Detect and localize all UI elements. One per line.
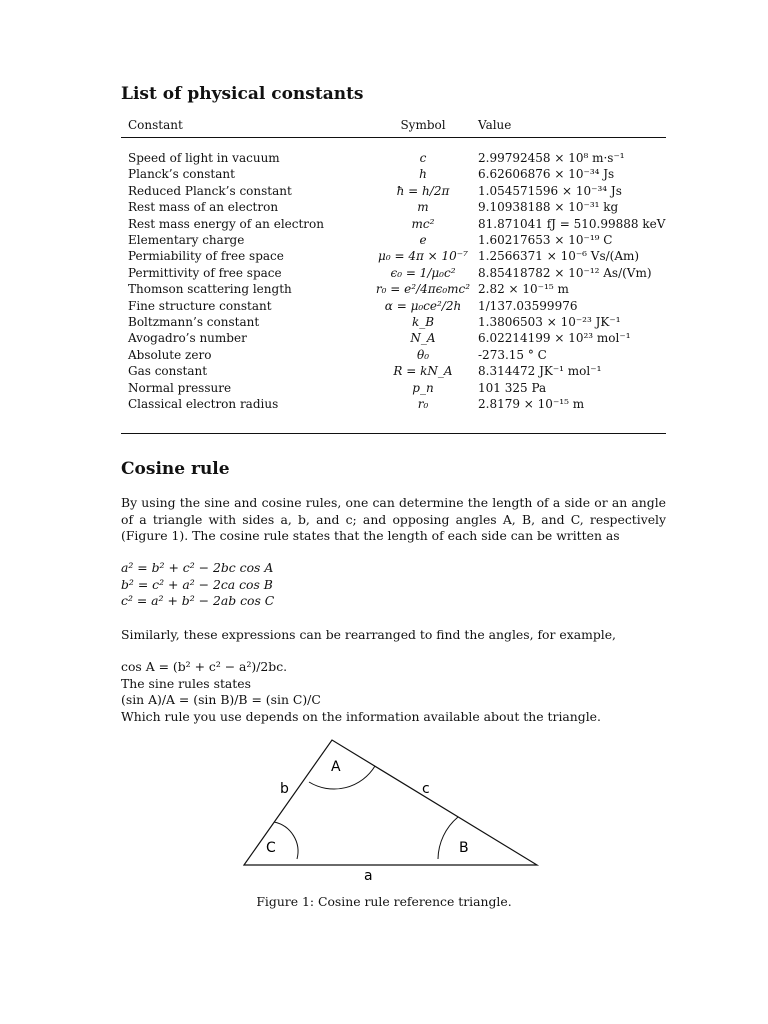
label-angle-B: B [459, 840, 469, 856]
header-symbol: Symbol [400, 118, 446, 132]
table-row [121, 298, 666, 314]
table-row [121, 281, 666, 297]
constant-name: Elementary charge [128, 233, 245, 248]
constant-value: 2.82 × 10⁻¹⁵ m [478, 282, 569, 297]
constant-name: Permiability of free space [128, 249, 284, 264]
constant-symbol: p_n [412, 380, 434, 395]
label-angle-C: C [266, 840, 276, 856]
header-constant: Constant [128, 118, 183, 132]
constant-symbol: ħ = h/2π [396, 183, 450, 198]
sine-rule-intro: The sine rules states [121, 675, 251, 691]
constant-value: 1.3806503 × 10⁻²³ JK⁻¹ [478, 315, 621, 330]
table-row [121, 314, 666, 330]
constant-name: Absolute zero [128, 347, 212, 362]
cosine-rule-intro: By using the sine and cosine rules, one can determine the length of a side or an angle of a triangle with sides a, b, and c; and opposing angles A, B, and C, respectively (Figure 1). The cosine rule states that the length of each side can be written as [121, 495, 666, 543]
constant-name: Fine structure constant [128, 298, 272, 313]
constant-name: Classical electron radius [128, 397, 279, 412]
constants-table [121, 118, 666, 413]
constant-symbol: m [417, 200, 429, 215]
constant-symbol: α = μ₀ce²/2h [384, 298, 462, 313]
constant-value: 6.62606876 × 10⁻³⁴ Js [478, 167, 615, 182]
equation-c: c² = a² + b² − 2ab cos C [121, 593, 275, 608]
constant-value: 2.8179 × 10⁻¹⁵ m [478, 397, 585, 412]
section-title-constants: List of physical constants [121, 84, 364, 104]
rearranged-text: Similarly, these expressions can be rearranged to find the angles, for example, [121, 627, 617, 642]
constant-symbol: ϵ₀ = 1/μ₀c² [390, 265, 456, 280]
sine-rule-block [121, 659, 601, 725]
table-row [121, 347, 666, 363]
constant-value: 8.314472 JK⁻¹ mol⁻¹ [478, 364, 602, 379]
table-row [121, 380, 666, 396]
table-row [121, 396, 666, 412]
constant-symbol: c [419, 151, 427, 165]
table-row [121, 150, 666, 166]
constant-value: 1.2566371 × 10⁻⁶ Vs/(Am) [478, 249, 640, 264]
constant-name: Avogadro’s number [128, 331, 247, 346]
angle-arc-C [274, 822, 298, 859]
constant-name: Rest mass energy of an electron [128, 216, 324, 231]
constant-value: 9.10938188 × 10⁻³¹ kg [478, 200, 619, 215]
constant-name: Thomson scattering length [128, 282, 292, 297]
constant-symbol: h [419, 167, 427, 182]
table-row [121, 166, 666, 182]
constant-symbol: N_A [410, 331, 436, 346]
constant-name: Reduced Planck’s constant [128, 183, 292, 198]
constant-name: Planck’s constant [128, 167, 235, 182]
constant-name: Permittivity of free space [128, 265, 282, 280]
constant-value: 101 325 Pa [478, 380, 547, 395]
cos-a-expression: cos A = (b² + c² − a²)/2bc. [121, 659, 288, 674]
triangle-figure [121, 735, 551, 885]
constant-value: 1.60217653 × 10⁻¹⁹ C [478, 233, 613, 248]
constant-name: Normal pressure [128, 380, 232, 395]
header-value: Value [478, 118, 512, 132]
table-row [121, 363, 666, 379]
constant-symbol: r₀ [417, 397, 429, 412]
label-side-c: c [422, 781, 430, 797]
table-row [121, 199, 666, 215]
constant-symbol: e [419, 233, 427, 248]
constant-name: Rest mass of an electron [128, 200, 279, 215]
table-row [121, 183, 666, 199]
triangle-outline [244, 740, 537, 865]
table-row [121, 265, 666, 281]
constant-value: 8.85418782 × 10⁻¹² As/(Vm) [478, 265, 652, 280]
table-row [121, 330, 666, 346]
table-row [121, 232, 666, 248]
constant-symbol: r₀ = e²/4πϵ₀mc² [375, 282, 471, 297]
constant-value: 1/137.03599976 [478, 298, 578, 313]
constant-symbol: R = kN_A [393, 364, 453, 379]
constant-value: 2.99792458 × 10⁸ m·s⁻¹ [478, 151, 625, 165]
constant-name: Gas constant [128, 364, 208, 379]
cosine-equations [121, 560, 274, 610]
angle-arc-B [438, 817, 458, 859]
constant-value: -273.15 ° C [478, 347, 547, 362]
constant-symbol: k_B [411, 315, 435, 330]
label-angle-A: A [331, 759, 341, 775]
label-side-a: a [364, 868, 373, 884]
constant-name: Speed of light in vacuum [128, 151, 280, 165]
section-title-cosine-rule: Cosine rule [121, 459, 230, 479]
constant-symbol: θ₀ [416, 347, 430, 362]
label-side-b: b [280, 781, 289, 797]
angle-arc-A [309, 766, 375, 789]
table-header-row [121, 118, 666, 138]
constants-table-body [121, 138, 666, 413]
table-bottom-rule [121, 433, 666, 434]
constant-value: 81.871041 fJ = 510.99888 keV [478, 216, 666, 231]
constant-value: 6.02214199 × 10²³ mol⁻¹ [478, 331, 631, 346]
equation-b: b² = c² + a² − 2ca cos B [121, 576, 273, 592]
figure-caption: Figure 1: Cosine rule reference triangle. [256, 894, 512, 909]
sine-rule-expression: (sin A)/A = (sin B)/B = (sin C)/C [121, 692, 321, 707]
constant-value: 1.054571596 × 10⁻³⁴ Js [478, 183, 622, 198]
equation-a: a² = b² + c² − 2bc cos A [121, 560, 274, 575]
closing-text: Which rule you use depends on the information available about the triangle. [121, 708, 601, 724]
constant-symbol: mc² [411, 216, 435, 231]
table-row [121, 216, 666, 232]
constant-name: Boltzmann’s constant [128, 315, 260, 330]
table-row [121, 248, 666, 264]
constant-symbol: μ₀ = 4π × 10⁻⁷ [378, 249, 468, 264]
